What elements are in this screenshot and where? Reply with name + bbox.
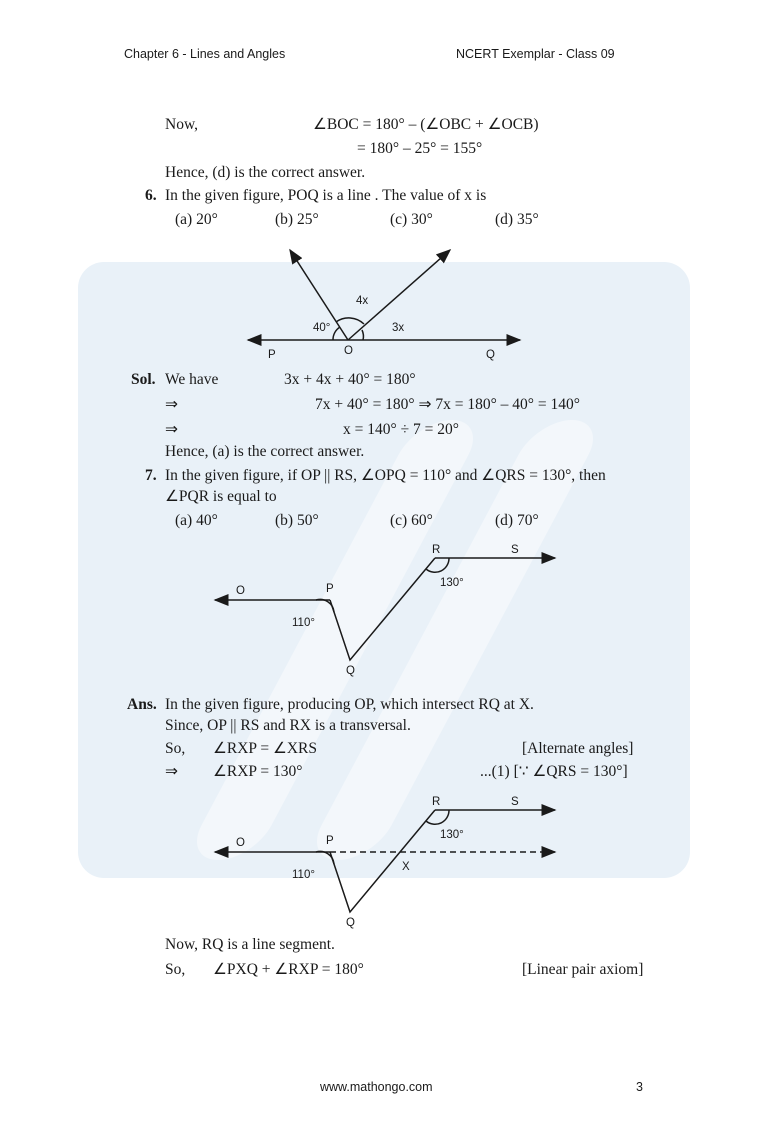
label-4x: 4x [356,295,369,307]
label-3x: 3x [392,322,405,334]
equation: ∠RXP = ∠XRS [213,740,318,757]
equation: x = 140° ÷ 7 = 20° [343,421,459,438]
label-O: O [344,345,353,357]
text: So, [165,740,186,757]
label-X: X [402,861,410,873]
question-text: In the given figure, if OP || RS, ∠OPQ = 110° and ∠QRS = 130°, then [165,467,606,484]
figure-q7 [215,558,555,660]
equation: 7x + 40° = 180° ⇒ 7x = 180° – 40° = 140° [315,396,580,413]
ans-label: Ans. [127,696,157,713]
label-130: 130° [440,829,464,841]
text: In the given figure, producing OP, which intersect RQ at X. [165,696,534,713]
text: Now, [165,116,199,133]
equation: ∠PXQ + ∠RXP = 180° [213,961,364,978]
equation: = 180° – 25° = 155° [357,140,483,157]
reason: ...(1) [∵ ∠QRS = 130°] [480,763,628,780]
text: Since, OP || RS and RX is a transversal. [165,717,411,734]
label-S: S [511,796,519,808]
equation: ∠BOC = 180° – (∠OBC + ∠OCB) [313,116,539,133]
reason: [Linear pair axiom] [522,961,644,978]
page-number: 3 [636,1080,643,1094]
label-130: 130° [440,577,464,589]
label-40: 40° [313,322,331,334]
option-a: (a) 40° [175,512,218,529]
label-O: O [236,837,245,849]
label-110: 110° [292,617,315,629]
text: Now, RQ is a line segment. [165,936,335,953]
question-text: In the given figure, POQ is a line . The value of x is [165,187,487,204]
label-Q: Q [486,349,495,361]
question-text: ∠PQR is equal to [165,488,277,505]
question-number: 7. [145,467,157,484]
option-c: (c) 30° [390,211,433,228]
option-c: (c) 60° [390,512,433,529]
label-Q: Q [346,665,355,677]
option-d: (d) 35° [495,211,539,228]
equation: 3x + 4x + 40° = 180° [284,371,416,388]
header-chapter: Chapter 6 - Lines and Angles [124,47,286,61]
implies: ⇒ [165,421,178,438]
footer-site: www.mathongo.com [320,1080,433,1094]
option-d: (d) 70° [495,512,539,529]
label-R: R [432,544,441,556]
figure-ans7 [215,810,555,912]
option-b: (b) 50° [275,512,319,529]
reason: [Alternate angles] [522,740,634,757]
text: Hence, (d) is the correct answer. [165,164,366,181]
label-P: P [326,583,334,595]
option-b: (b) 25° [275,211,319,228]
label-Q: Q [346,917,355,929]
header-book: NCERT Exemplar - Class 09 [456,47,615,61]
label-P: P [268,349,276,361]
implies: ⇒ [165,396,178,413]
option-a: (a) 20° [175,211,218,228]
label-P: P [326,835,334,847]
label-O: O [236,585,245,597]
text: We have [165,371,219,388]
label-R: R [432,796,441,808]
equation: ∠RXP = 130° [213,763,303,780]
implies: ⇒ [165,763,178,780]
label-S: S [511,544,519,556]
text: So, [165,961,186,978]
label-110: 110° [292,869,315,881]
figure-q6 [248,250,520,340]
question-number: 6. [145,187,157,204]
sol-label: Sol. [131,371,156,388]
text: Hence, (a) is the correct answer. [165,443,365,460]
